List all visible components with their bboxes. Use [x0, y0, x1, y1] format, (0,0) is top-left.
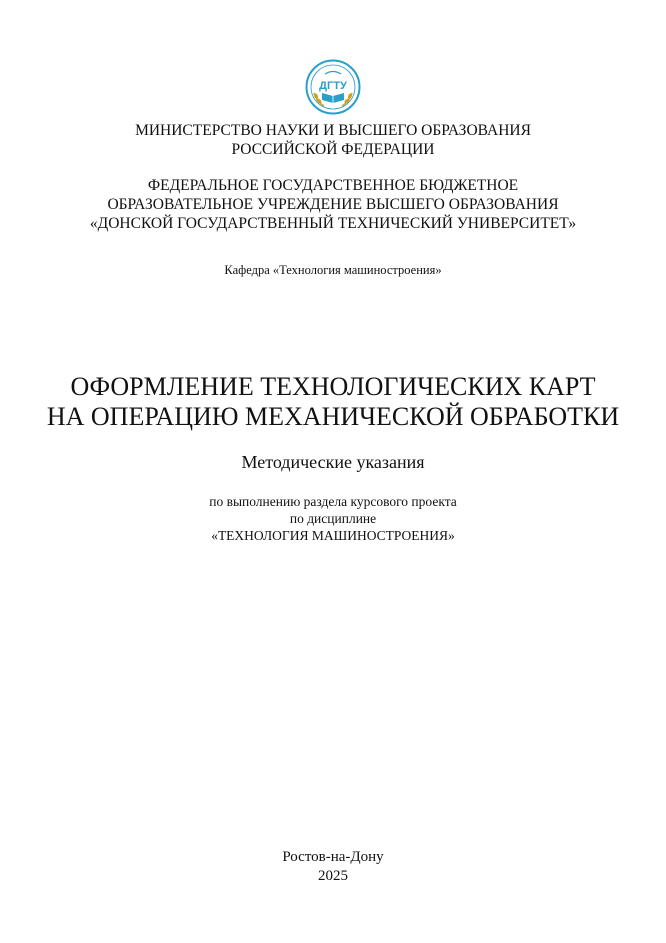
- university-line-3: «ДОНСКОЙ ГОСУДАРСТВЕННЫЙ ТЕХНИЧЕСКИЙ УНИВЕРСИТЕТ»: [89, 215, 577, 232]
- department-name: Кафедра «Технология машиностроения»: [224, 263, 442, 277]
- university-heading: [0, 176, 666, 233]
- university-line-1: ФЕДЕРАЛЬНОЕ ГОСУДАРСТВЕННОЕ БЮДЖЕТНОЕ: [147, 177, 519, 194]
- emblem-text: ДГТУ: [319, 80, 347, 92]
- document-purpose: [0, 493, 666, 544]
- title-line-1: ОФОРМЛЕНИЕ ТЕХНОЛОГИЧЕСКИХ КАРТ: [70, 372, 596, 401]
- document-subtitle: Методические указания: [241, 452, 425, 472]
- publication-info: [0, 848, 666, 886]
- ministry-line-2: РОССИЙСКОЙ ФЕДЕРАЦИИ: [231, 141, 435, 158]
- university-emblem-icon: [305, 59, 361, 115]
- purpose-line-3: «ТЕХНОЛОГИЯ МАШИНОСТРОЕНИЯ»: [211, 528, 455, 543]
- ministry-heading: [0, 121, 666, 159]
- university-line-2: ОБРАЗОВАТЕЛЬНОЕ УЧРЕЖДЕНИЕ ВЫСШЕГО ОБРАЗОВАНИЯ: [107, 196, 559, 213]
- ministry-line-1: МИНИСТЕРСТВО НАУКИ И ВЫСШЕГО ОБРАЗОВАНИЯ: [135, 122, 531, 139]
- title-line-2: НА ОПЕРАЦИЮ МЕХАНИЧЕСКОЙ ОБРАБОТКИ: [46, 402, 620, 431]
- purpose-line-2: по дисциплине: [289, 511, 377, 526]
- document-title: [0, 372, 666, 432]
- publication-year: 2025: [318, 868, 348, 884]
- publication-city: Ростов-на-Дону: [282, 849, 384, 865]
- purpose-line-1: по выполнению раздела курсового проекта: [209, 494, 457, 509]
